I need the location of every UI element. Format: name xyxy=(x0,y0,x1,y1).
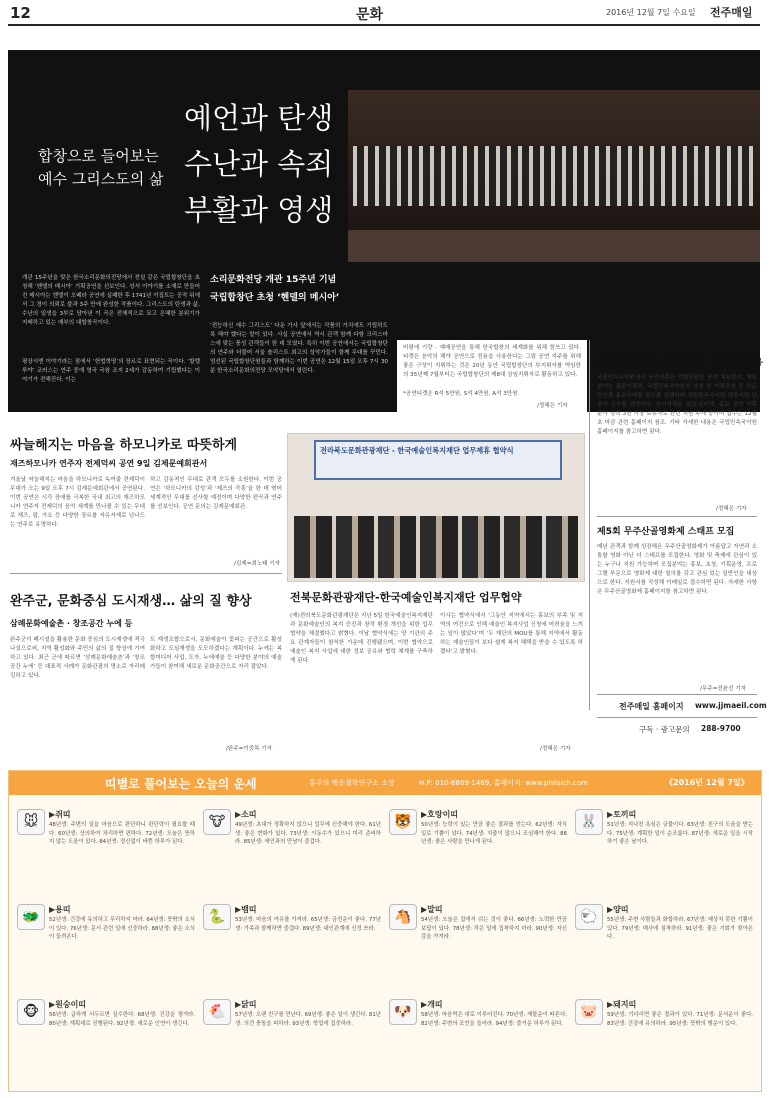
section-title: 문화 xyxy=(356,7,384,23)
rabbit-icon: 🐰 xyxy=(575,809,603,835)
fortune-cell xyxy=(203,997,383,1085)
fortune-contact: H.P: 010-8869-1469, 홈페이지: www.philsich.com xyxy=(419,779,588,787)
fortune-cell xyxy=(17,997,197,1085)
fortune-title: 띠별로 풀어보는 오늘의 운세 xyxy=(105,777,257,791)
fortune-sign-name: ▶돼지띠 xyxy=(607,1000,637,1009)
rooster-icon: 🐔 xyxy=(203,999,231,1025)
fortune-sign-text: 55년생: 주변 사람들과 화합하라. 67년생: 예상치 못한 기쁨이 있다. 79년생: 매사에 침착하라. 91년생: 좋은 기회가 찾아온다. xyxy=(607,917,753,940)
sheep-icon: 🐑 xyxy=(575,904,603,930)
mou-photo xyxy=(287,433,585,582)
snake-icon: 🐍 xyxy=(203,904,231,930)
mou-banner-text: 전라북도문화관광재단 - 한국예술인복지재단 업무제휴 협약식 xyxy=(320,446,514,455)
hero-deck-1: 소리문화전당 개관 15주년 기념 xyxy=(210,275,337,285)
pig-icon: 🐷 xyxy=(575,999,603,1025)
fortune-cell xyxy=(17,902,197,990)
hero-body-box xyxy=(397,340,587,412)
fortune-cell xyxy=(17,807,197,895)
hero-body-4: 비평에 기량 · 예매공연을 통해 한국합창의 세계화를 위해 힘쓰고 있다. 티켓은 음악의 해야 공연으로 전용을 사용한다는 그림 공연 자주를 위해 좋은 구성이 지휘하는 것은 20년 동안 국립합창단의 부지휘자를 역임한 의 35년째 7월부터는 국립합창단의 제8대 상임지휘자로 활동하고 있다. xyxy=(403,345,581,378)
center-story-title: 전북문화관광재단-한국예술인복지재단 업무협약 xyxy=(290,591,522,604)
fortune-cell xyxy=(203,902,383,990)
hero-body-2: 평상시엔 이야기라는 점에서 ‘헌법혁명’의 장르로 표현되는 곡이다. ‘할렐루야’ 코러스는 연주 중에 영국 국왕 조지 2세가 감동하여 기립했다는 이야기가 전해진다. 이는 xyxy=(22,359,200,383)
fortune-sign-name: ▶닭띠 xyxy=(235,1000,257,1009)
fortune-header-bar xyxy=(9,771,761,795)
issue-date: 2016년 12월 7일 수요일 xyxy=(606,8,696,17)
notice1-body: 국립민속국악원에서 국악연주단 기획단원을 공개 채용한다. 채용분야는 출판기획과, 국립민속국악원의 상설 및 기획공연 등 모든 공연과 홍보마케팅 업무를 진행하며 국립민속국악원 행정지원 단장이 근무할 예정이다. 응시자격은 학교·인터넷, 홍보 공연 기획 분야 경력 3년 이상 보유자로 관련 지원 주재 중이며 접수는 12월 초 마감 관련 홈페이지 참조. 기타 자세한 내용은 국립민속국악원 홈페이지를 참고하면 된다. xyxy=(597,375,757,435)
ad-homepage-label: 전주매일 홈페이지 xyxy=(619,702,684,711)
fortune-sign-name: ▶뱀띠 xyxy=(235,905,257,914)
notice1-title: 국립민속국악원 국악연주단 기획단원 채용 xyxy=(597,358,763,368)
fortune-cell xyxy=(575,997,755,1085)
fortune-cell xyxy=(389,902,569,990)
fortune-cell xyxy=(389,807,569,895)
column-divider xyxy=(589,340,590,710)
fortune-sign-text: 57년생: 오랜 친구를 만난다. 69년생: 좋은 일이 생긴다. 81년생: 의견 충돌을 피하라. 93년생: 학업에 집중하라. xyxy=(235,1012,381,1027)
story1-body-2: 하고 감동적인 무대로 관객 모두를 소원한다. 이번 공연은 ‘하모니카의 감성’과 ‘제즈의 즉흥’을 한 데 엮어 세계적인 무대를 선사할 예정이며 다양한 편곡과 연주를 선보인다. 공연 문의는 김제문예회관. xyxy=(150,477,282,510)
dog-icon: 🐶 xyxy=(389,999,417,1025)
fortune-sign-text: 56년생: 급하게 서두르면 실수한다. 68년생: 건강을 챙겨라. 80년생: 계획대로 진행된다. 92년생: 새로운 인연이 생긴다. xyxy=(49,1012,195,1027)
story2-title: 완주군, 문화중심 도시재생… 삶의 질 향상 xyxy=(10,594,252,609)
fortune-sign-text: 53년생: 마음의 여유를 가져라. 65년생: 금전운이 좋다. 77년생: 가족과 함께하면 즐겁다. 89년생: 대인관계에 신경 쓰라. xyxy=(235,917,381,932)
fortune-sign-text: 49년생: 초대가 정확하지 않으니 업무에 신중해야 한다. 61년생: 좋은 변화가 있다. 73년생: 이동수가 있으니 미리 준비하라. 85년생: 애인과의 만남이 즐겁다. xyxy=(235,822,381,845)
story2-byline: /완주=이중목 기자 xyxy=(226,746,273,752)
notice2-byline: /무주=전윤선 기자 xyxy=(700,686,747,692)
fortune-sign-text: 51년생: 지나친 욕심은 금물이다. 63년생: 친구의 도움을 받는다. 75년생: 계획한 일이 순조롭다. 87년생: 새로운 일을 시작하기 좋은 날이다. xyxy=(607,822,753,845)
fortune-sign-text: 48년생: 주변의 일을 마음으로 판단하니 판단력이 필요할 때다. 60년생: 상의하여 처리하면 편하다. 72년생: 오늘은 뜻하지 않는 도움이 있다. 84년생: 정신없이 바쁜 하루가 된다. xyxy=(49,822,195,845)
fortune-sign-name: ▶호랑이띠 xyxy=(421,810,459,819)
people-group-image xyxy=(294,516,578,578)
fortune-sign-text: 50년생: 능력이 있는 만큼 좋은 결과를 얻는다. 62년생: 자식 일로 기쁨이 있다. 74년생: 지출이 많으니 조심해야 한다. 86년생: 좋은 사람을 만나게 된다. xyxy=(421,822,567,845)
hero-title-line-3: 부활과 영생 xyxy=(184,193,334,227)
fortune-sign-name: ▶양띠 xyxy=(607,905,629,914)
fortune-sign-name: ▶개띠 xyxy=(421,1000,443,1009)
divider xyxy=(597,516,757,517)
ad-subscription xyxy=(597,718,757,740)
fortune-source: 홍주의 백운철학연구소 소장 xyxy=(309,779,395,787)
monkey-icon: 🐵 xyxy=(17,999,45,1025)
dragon-icon: 🐲 xyxy=(17,904,45,930)
choir-image xyxy=(353,146,753,206)
tiger-icon: 🐯 xyxy=(389,809,417,835)
hero-title-line-2: 수난과 속죄 xyxy=(184,147,334,181)
story1-subtitle: 재즈하모니카 연주자 전제덕씨 공연 9일 김제문예회관서 xyxy=(10,459,208,468)
fortune-sign-name: ▶용띠 xyxy=(49,905,71,914)
newspaper-name: 전주매일 xyxy=(710,6,753,19)
ad-subscription-label: 구독 · 광고문의 xyxy=(639,725,690,734)
hero-subtitle-2: 예수 그리스도의 삶 xyxy=(38,170,164,188)
fortune-cell xyxy=(203,807,383,895)
fortune-sign-name: ▶토끼띠 xyxy=(607,810,637,819)
story1-byline: /김제=최노태 기자 xyxy=(234,561,281,567)
story1-body: 겨울날 싸늘해지는 마음을 하모니카로 녹여줄 전제덕이 무대가 오는 9일 오후 7시 김제문예회관에서 공연된다. 이번 공연은 시각 장애를 극복한 국내 최고의 재즈하모니카 연주자 전제덕의 음악 세계를 만나볼 수 있는 무대로 재즈, 팝, 가요 등 다양한 장르를 자유자재로 넘나드는 연주로 유명하다. xyxy=(10,477,145,528)
ad-homepage[interactable] xyxy=(597,694,767,718)
fortune-cell xyxy=(389,997,569,1085)
fortune-sign-name: ▶말띠 xyxy=(421,905,443,914)
fortune-section xyxy=(8,770,762,1092)
header-rule xyxy=(8,24,760,26)
notice2-title: 제5회 무주산골영화제 스태프 모집 xyxy=(597,527,735,537)
hero-title-line-1: 예언과 탄생 xyxy=(184,101,334,135)
hero-subtitle-1: 합창으로 들어보는 xyxy=(38,147,159,165)
fortune-sign-name: ▶원숭이띠 xyxy=(49,1000,87,1009)
hero-byline: /정혜은 기자 xyxy=(537,403,568,409)
hero-photo-panel xyxy=(8,50,760,262)
fortune-sign-name: ▶소띠 xyxy=(235,810,257,819)
center-story-body: (재)전라북도문화관광재단은 지난 5일 한국예술인복지재단과 문화예술인의 복지 증진과 창작 환경 개선을 위한 업무협약을 체결했다고 밝혔다. 이날 협약식에는 양 기관의 주요 관계자들이 참석한 가운데 진행됐으며, 이번 협약으로 예술인 복지 사업에 대한 정보 공유와 협력 체계를 구축하게 된다. xyxy=(290,613,433,664)
story2-body-2: 트 재생조합으로서, 문화예술이 꽃피는 공간으로 활성화하고 도심재생을 도모하겠다는 계획이다. 누에는 복합미디어 사업, 도자, 누에예술 등 다양한 분야의 예술가들이 참여해 새로운 문화공간으로 자리 잡았다. xyxy=(150,637,282,670)
stage-floor xyxy=(348,230,760,262)
hero-body-3: ‘전능하신 예수 그리스도’ 다운 가사 앞에서는 작품의 가치에도 기립하도록 해야 했다는 말이 있다. 사실 공연에서 역시 관객 함께 다함 크리스마스에 맞는 풍성 관객들이 한 데 모였다. 특히 이번 공연에서는 국립합창단의 연주와 더불어 서울 솔리스트 최고의 성악가들이 함께 무대를 꾸민다. 엄선된 국립합창단원들과 함께하는 이번 공연은 12월 15일 오후 7시 30분 한국소리문화의전당 모악당에서 열린다. xyxy=(210,323,388,374)
page-number: 12 xyxy=(10,4,31,22)
ox-icon: 🐮 xyxy=(203,809,231,835)
divider xyxy=(10,573,282,574)
hero-body-1: 개관 15주년을 맞은 한국소리문화의전당에서 전설 같은 국립합창단을 초청해 ‘헨델의 메시아’ 기획공연을 선보인다. 성서 이야기를 소재로 만들어진 메시아는 헨델이 오페라 공연에 실패한 후 1741년 이집트는 공작 뒤에서 그 경이 의뢰로 불과 3주 만에 완성한 작품이다. 그리스도의 탄생과 삶, 수난의 일생을 3부로 담아낸 이 곡은 전체적으로 묘고 은혜한 분위기가 지배하고 있는 예부의 대합창곡이다. xyxy=(22,275,200,326)
ad-subscription-phone: 288-9700 xyxy=(701,724,741,733)
fortune-sign-text: 54년생: 오늘은 집에서 쉬는 것이 좋다. 66년생: 노력한 만큼 보답이 있다. 78년생: 작은 일에 집착하지 마라. 90년생: 자신감을 가져라. xyxy=(421,917,567,940)
story1-title: 싸늘해지는 마음을 하모니카로 따뜻하게 xyxy=(10,438,238,453)
fortune-sign-text: 52년생: 건강에 유의하고 무리하지 마라. 64년생: 뜻밖의 소식이 있다. 76년생: 문서 관련 일에 신중하라. 88년생: 좋은 소식이 들려온다. xyxy=(49,917,195,940)
fortune-cell xyxy=(575,902,755,990)
fortune-sign-text: 58년생: 마음먹은 대로 이루어진다. 70년생: 재물운이 따른다. 82년생: 주변의 조언을 들어라. 94년생: 즐거운 하루가 된다. xyxy=(421,1012,567,1027)
notice2-body: 매년 관객과 함께 성장해온 무주산골영화제가 아름답고 자연과 소통할 영화 아닌 더 스태프를 모집한다. 영화 및 축제에 관심이 있는 누구나 지원 가능하며 모집분야는 홍보, 초청, 기획운영, 프로그램 부문으로 영화제 대한 열의를 갖고 관심 있는 일반인을 대상으로 한다. 지원서를 작성해 이메일로 접수하면 된다. 자세한 사항은 무주산골영화제 홈페이지를 참고하면 된다. xyxy=(597,544,757,595)
story2-body: 완주군이 폐시설을 활용한 문화 중심의 도시재생에 적극 나섰으로써, 지역 활성화와 주민의 삶의 질 향상에 기여하고 있다. 최근 군에 따르면 ‘삼례문화예술촌’과 ‘창조공간 누에’ 등 대표적 사례가 문화관광의 명소로 자리매김하고 있다. xyxy=(10,637,145,679)
notice1-byline: /정혜은 기자 xyxy=(716,506,747,512)
fortune-date: 《2016년 12월 7일》 xyxy=(665,778,749,787)
ad-homepage-url[interactable]: www.jjmaeil.com xyxy=(695,701,767,710)
horse-icon: 🐴 xyxy=(389,904,417,930)
story2-subtitle: 삼례문화예술촌 · 창조공간 누에 등 xyxy=(10,619,133,628)
fortune-cell xyxy=(575,807,755,895)
hero-deck-2: 국립합창단 초청 ‘헨델의 메시아’ xyxy=(210,293,340,303)
rat-icon: 🐭 xyxy=(17,809,45,835)
center-story-byline: /정혜은 기자 xyxy=(540,746,571,752)
fortune-sign-name: ▶쥐띠 xyxy=(49,810,71,819)
fortune-sign-text: 59년생: 기다리면 좋은 결과가 있다. 71년생: 문서운이 좋다. 83년생: 건강에 유의하라. 95년생: 뜻밖의 행운이 있다. xyxy=(607,1012,753,1027)
center-story-body-2: 이사는 협약식에서 ‘그동안 지역에서는 홍보의 부족 및 지역의 여건으로 인해 예술인 복지사업 신청에 어려움을 느끼는 일이 많았다’며 ‘두 재단의 MOU를 통해 지역에서 활동하는 예술인들이 보다 쉽게 복지 혜택을 받을 수 있도록 하겠다’고 밝혔다. xyxy=(440,613,583,655)
hero-body-5: *공연티켓은 R석 5만원, S석 4만원, A석 3만원. xyxy=(403,391,520,397)
mou-banner xyxy=(314,440,562,480)
